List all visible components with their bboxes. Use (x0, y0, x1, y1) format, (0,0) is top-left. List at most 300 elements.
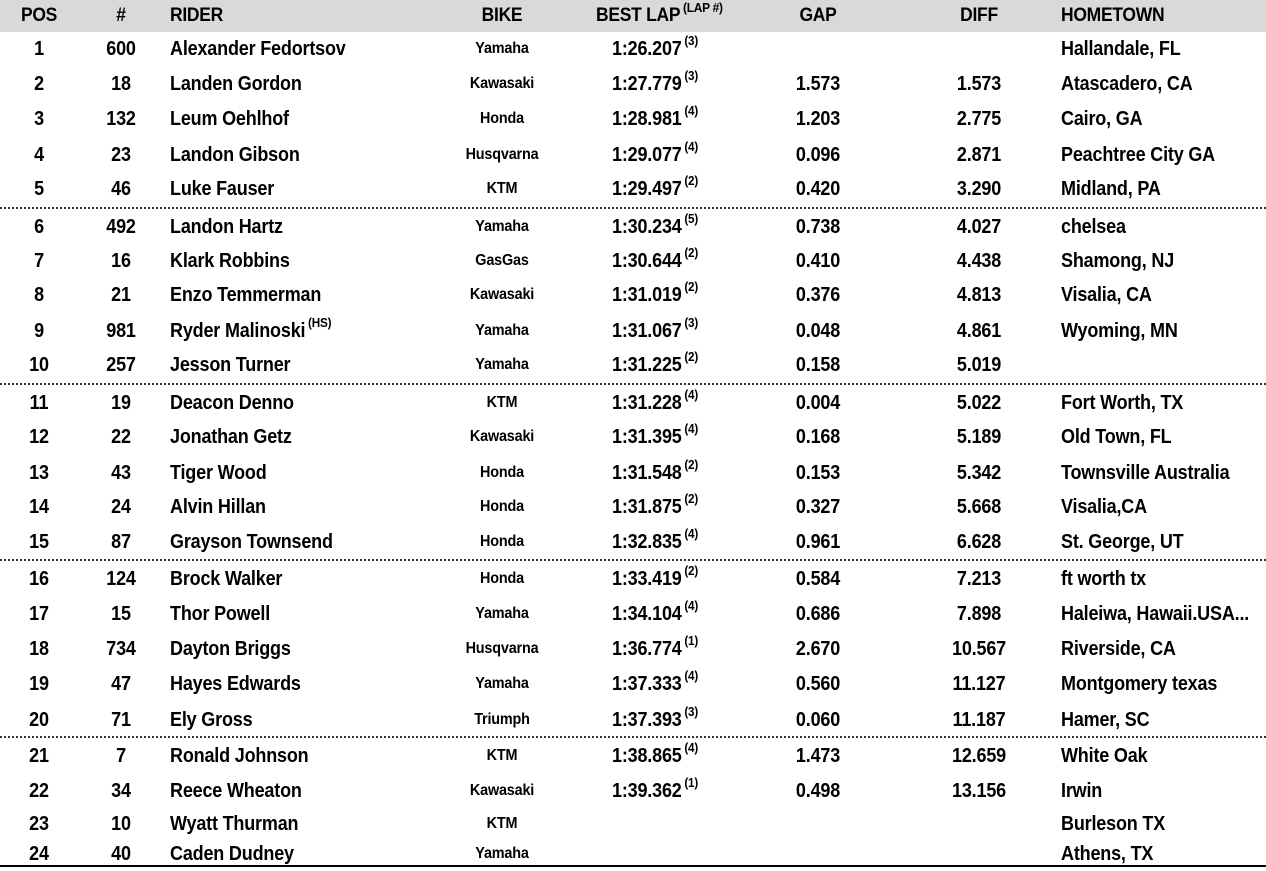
position-cell-text: 1 (34, 38, 44, 60)
best-lap-cell (612, 210, 698, 244)
gap-cell (775, 210, 861, 244)
diff-cell-text: 11.187 (952, 709, 1006, 731)
hometown-cell-text: Riverside, CA (1061, 638, 1176, 660)
bike-number-cell (84, 807, 158, 841)
bike-number-cell (84, 386, 158, 420)
hometown-cell (1061, 138, 1215, 172)
hometown-cell-text: White Oak (1061, 745, 1148, 767)
gap-cell (775, 67, 861, 101)
gap-cell (775, 807, 861, 841)
bike-number-cell-text: 492 (106, 216, 136, 238)
table-row (0, 278, 1266, 312)
hometown-cell (1061, 386, 1183, 420)
bike-make-cell (446, 386, 558, 420)
group-separator (0, 207, 1266, 209)
diff-cell (930, 244, 1029, 278)
bike-number-cell-text: 34 (111, 780, 131, 802)
diff-cell (930, 456, 1029, 490)
position-cell (4, 807, 74, 841)
rider-name-cell-text: Alvin Hillan (170, 496, 266, 518)
header-best-lap-label: BEST LAP (596, 5, 681, 26)
bike-number-cell-text: 71 (111, 709, 131, 731)
header-diff: DIFF (960, 5, 998, 26)
hometown-cell-text: Cairo, GA (1061, 108, 1143, 130)
bike-number-cell (84, 138, 158, 172)
table-row (0, 667, 1266, 701)
table-row (0, 703, 1266, 737)
rider-name-cell-text: Thor Powell (170, 603, 271, 625)
position-cell (4, 562, 74, 596)
rider-name-cell-text: Ely Gross (170, 709, 253, 731)
lap-number: (4) (684, 421, 699, 437)
rider-name-cell (170, 739, 308, 773)
bike-make-cell-text: KTM (486, 394, 518, 411)
diff-cell (930, 32, 1029, 66)
rider-name-cell-text: Jesson Turner (170, 354, 291, 376)
bike-make-cell (446, 32, 558, 66)
hometown-cell (1061, 562, 1146, 596)
bike-make-cell (446, 210, 558, 244)
hometown-cell-text: Fort Worth, TX (1061, 392, 1184, 414)
position-cell (4, 420, 74, 454)
table-row (0, 562, 1266, 596)
best-lap-cell-text: 1:39.362 (612, 780, 682, 802)
bike-number-cell (84, 172, 158, 206)
bike-make-cell (446, 102, 558, 136)
bike-make-cell-text: GasGas (475, 252, 529, 269)
hometown-cell (1061, 210, 1126, 244)
table-row (0, 386, 1266, 420)
rider-name-cell (170, 562, 282, 596)
diff-cell-text: 5.668 (956, 496, 1002, 518)
gap-cell (775, 102, 861, 136)
best-lap-cell-text: 1:31.225 (612, 354, 682, 376)
rider-name-cell (170, 348, 290, 382)
diff-cell (930, 420, 1029, 454)
bike-number-cell (84, 632, 158, 666)
best-lap-cell (612, 490, 698, 524)
hometown-cell (1061, 667, 1217, 701)
hometown-cell-text: Old Town, FL (1061, 426, 1172, 448)
gap-cell-text: 0.048 (795, 320, 841, 342)
position-cell-text: 16 (29, 568, 49, 590)
header-hometown: HOMETOWN (1061, 5, 1165, 26)
position-cell (4, 490, 74, 524)
lap-number: (2) (684, 173, 699, 189)
hometown-cell-text: Athens, TX (1061, 843, 1154, 865)
diff-cell (930, 210, 1029, 244)
bike-make-cell-text: KTM (486, 815, 518, 832)
hometown-cell-text: Hamer, SC (1061, 709, 1150, 731)
bike-make-cell-text: Yamaha (475, 218, 529, 235)
gap-cell (775, 420, 861, 454)
best-lap-cell-text: 1:27.779 (612, 73, 682, 95)
diff-cell-text: 6.628 (956, 531, 1002, 553)
rider-name-cell-text: Enzo Temmerman (170, 284, 322, 306)
diff-cell-text: 2.775 (956, 108, 1002, 130)
diff-cell-text: 4.813 (956, 284, 1002, 306)
rider-name-cell-text: Alexander Fedortsov (170, 38, 346, 60)
bike-number-cell (84, 278, 158, 312)
gap-cell-text: 0.410 (795, 250, 841, 272)
position-cell (4, 386, 74, 420)
best-lap-cell (612, 348, 698, 382)
table-bottom-border (0, 865, 1266, 867)
bike-make-cell-text: Yamaha (475, 845, 529, 862)
bike-make-cell (446, 525, 558, 559)
header-pos: POS (20, 5, 58, 26)
position-cell (4, 67, 74, 101)
best-lap-cell (612, 667, 698, 701)
bike-make-cell-text: Husqvarna (465, 146, 539, 163)
gap-cell (775, 525, 861, 559)
gap-cell-text: 0.686 (795, 603, 841, 625)
hometown-cell (1061, 774, 1102, 808)
table-header (0, 0, 1266, 32)
position-cell (4, 172, 74, 206)
gap-cell-text: 0.168 (795, 426, 841, 448)
hometown-cell-text: Wyoming, MN (1061, 320, 1178, 342)
gap-cell-text: 0.738 (795, 216, 841, 238)
best-lap-cell (612, 102, 698, 136)
position-cell-text: 3 (34, 108, 44, 130)
position-cell (4, 210, 74, 244)
best-lap-cell-text: 1:29.077 (612, 144, 682, 166)
rider-name-cell-text: Wyatt Thurman (170, 813, 299, 835)
gap-cell (775, 32, 861, 66)
bike-number-cell (84, 102, 158, 136)
rider-name-cell-text: Landon Gibson (170, 144, 300, 166)
position-cell-text: 20 (29, 709, 49, 731)
position-cell-text: 11 (29, 392, 49, 414)
diff-cell (930, 314, 1029, 348)
table-row (0, 456, 1266, 490)
best-lap-cell-text: 1:30.644 (612, 250, 682, 272)
header-rider: RIDER (170, 5, 224, 26)
gap-cell (775, 278, 861, 312)
table-row (0, 490, 1266, 524)
table-row (0, 739, 1266, 773)
table-row (0, 774, 1266, 808)
gap-cell (775, 597, 861, 631)
bike-number-cell (84, 32, 158, 66)
table-row (0, 807, 1266, 841)
rider-name-cell (170, 456, 267, 490)
position-cell-text: 6 (34, 216, 44, 238)
diff-cell-text: 5.342 (956, 462, 1002, 484)
rider-name-cell (170, 210, 283, 244)
position-cell (4, 102, 74, 136)
bike-number-cell (84, 244, 158, 278)
position-cell-text: 4 (34, 144, 44, 166)
bike-number-cell-text: 10 (111, 813, 131, 835)
gap-cell (775, 562, 861, 596)
rider-name-cell-text: Caden Dudney (170, 843, 294, 865)
best-lap-cell (612, 314, 698, 348)
position-cell (4, 774, 74, 808)
header-lap-number-label: (LAP #) (682, 0, 723, 15)
lap-number: (5) (684, 211, 699, 227)
gap-cell-text: 0.584 (795, 568, 841, 590)
diff-cell-text: 11.127 (952, 673, 1006, 695)
position-cell-text: 22 (29, 780, 49, 802)
lap-number: (4) (684, 598, 699, 614)
gap-cell-text: 0.158 (795, 354, 841, 376)
rider-name-cell-text: Hayes Edwards (170, 673, 301, 695)
bike-make-cell-text: KTM (486, 180, 518, 197)
best-lap-cell-text: 1:26.207 (612, 38, 682, 60)
bike-make-cell-text: KTM (486, 747, 518, 764)
gap-cell-text: 0.153 (795, 462, 841, 484)
bike-number-cell-text: 16 (111, 250, 131, 272)
best-lap-cell (612, 632, 698, 666)
header-best-lap (596, 0, 723, 28)
gap-cell (775, 386, 861, 420)
position-cell (4, 456, 74, 490)
best-lap-cell-text: 1:31.395 (612, 426, 682, 448)
gap-cell (775, 456, 861, 490)
rider-name-cell-text: Jonathan Getz (170, 426, 292, 448)
rider-name-cell (170, 703, 252, 737)
rider-name-cell-text: Deacon Denno (170, 392, 294, 414)
bike-number-cell-text: 7 (116, 745, 126, 767)
position-cell-text: 15 (29, 531, 49, 553)
position-cell (4, 348, 74, 382)
diff-cell-text: 12.659 (952, 745, 1006, 767)
best-lap-cell (612, 386, 698, 420)
lap-number: (3) (684, 68, 699, 84)
hometown-cell (1061, 807, 1165, 841)
rider-name-cell (170, 386, 294, 420)
bike-make-cell-text: Yamaha (475, 605, 529, 622)
lap-number: (2) (684, 279, 699, 295)
table-row (0, 525, 1266, 559)
position-cell (4, 667, 74, 701)
best-lap-cell-text: 1:37.393 (612, 709, 682, 731)
bike-number-cell (84, 348, 158, 382)
diff-cell-text: 4.861 (956, 320, 1002, 342)
position-cell (4, 525, 74, 559)
bike-number-cell (84, 490, 158, 524)
position-cell-text: 12 (29, 426, 49, 448)
bike-number-cell (84, 456, 158, 490)
diff-cell (930, 490, 1029, 524)
table-row (0, 210, 1266, 244)
rider-name-cell-text: Landon Hartz (170, 216, 283, 238)
rider-name-cell (170, 632, 291, 666)
diff-cell-text: 7.898 (956, 603, 1002, 625)
gap-cell (775, 667, 861, 701)
gap-cell-text: 0.961 (795, 531, 841, 553)
diff-cell (930, 386, 1029, 420)
table-row (0, 597, 1266, 631)
table-row (0, 102, 1266, 136)
gap-cell-text: 1.203 (795, 108, 841, 130)
hometown-cell-text: Hallandale, FL (1061, 38, 1181, 60)
diff-cell (930, 172, 1029, 206)
bike-make-cell (446, 632, 558, 666)
bike-make-cell (446, 138, 558, 172)
lap-number: (2) (684, 349, 699, 365)
bike-number-cell (84, 667, 158, 701)
bike-number-cell-text: 18 (111, 73, 131, 95)
diff-cell (930, 278, 1029, 312)
bike-number-cell (84, 739, 158, 773)
bike-make-cell-text: Yamaha (475, 675, 529, 692)
bike-make-cell-text: Honda (480, 498, 524, 515)
position-cell-text: 13 (29, 462, 49, 484)
best-lap-cell-text: 1:34.104 (612, 603, 682, 625)
best-lap-cell (612, 138, 698, 172)
lap-number: (4) (684, 740, 699, 756)
best-lap-cell (612, 278, 698, 312)
best-lap-cell-text: 1:31.875 (612, 496, 682, 518)
bike-number-cell (84, 774, 158, 808)
gap-cell (775, 244, 861, 278)
table-row (0, 32, 1266, 66)
bike-make-cell (446, 562, 558, 596)
bike-make-cell (446, 490, 558, 524)
best-lap-cell (612, 67, 698, 101)
diff-cell-text: 5.022 (956, 392, 1002, 414)
diff-cell (930, 67, 1029, 101)
hometown-cell-text: ft worth tx (1061, 568, 1147, 590)
gap-cell-text: 0.420 (795, 178, 841, 200)
bike-number-cell-text: 132 (106, 108, 136, 130)
bike-make-cell-text: Honda (480, 570, 524, 587)
bike-number-cell-text: 23 (111, 144, 131, 166)
gap-cell-text: 0.060 (795, 709, 841, 731)
bike-number-cell-text: 734 (106, 638, 136, 660)
table-row (0, 632, 1266, 666)
hometown-cell (1061, 632, 1176, 666)
hometown-cell (1061, 32, 1181, 66)
best-lap-cell-text: 1:33.419 (612, 568, 682, 590)
position-cell-text: 7 (34, 250, 44, 272)
position-cell-text: 17 (29, 603, 49, 625)
bike-number-cell-text: 46 (111, 178, 131, 200)
gap-cell (775, 703, 861, 737)
bike-make-cell (446, 703, 558, 737)
rider-note: (HS) (308, 315, 332, 331)
diff-cell-text: 1.573 (956, 73, 1002, 95)
position-cell-text: 8 (34, 284, 44, 306)
best-lap-cell (612, 597, 698, 631)
hometown-cell-text: Haleiwa, Hawaii.USA... (1061, 603, 1250, 625)
bike-make-cell (446, 739, 558, 773)
rider-name-cell-text: Tiger Wood (170, 462, 267, 484)
table-row (0, 314, 1266, 348)
lap-number: (3) (684, 704, 699, 720)
position-cell-text: 9 (34, 320, 44, 342)
rider-name-cell (170, 597, 270, 631)
gap-cell (775, 172, 861, 206)
table-row (0, 348, 1266, 382)
hometown-cell (1061, 102, 1142, 136)
bike-make-cell (446, 348, 558, 382)
rider-name-cell (170, 244, 290, 278)
header-number: # (116, 5, 126, 26)
bike-number-cell (84, 597, 158, 631)
bike-make-cell-text: Honda (480, 464, 524, 481)
hometown-cell-text: Visalia,CA (1061, 496, 1147, 518)
best-lap-cell (612, 244, 698, 278)
bike-make-cell (446, 172, 558, 206)
bike-make-cell-text: Yamaha (475, 356, 529, 373)
bike-number-cell-text: 981 (106, 320, 136, 342)
bike-number-cell-text: 43 (111, 462, 131, 484)
bike-make-cell-text: Honda (480, 110, 524, 127)
bike-number-cell-text: 40 (111, 843, 131, 865)
position-cell-text: 10 (29, 354, 49, 376)
bike-number-cell (84, 67, 158, 101)
bike-number-cell (84, 525, 158, 559)
lap-number: (4) (684, 103, 699, 119)
diff-cell-text: 10.567 (952, 638, 1006, 660)
bike-number-cell (84, 562, 158, 596)
best-lap-cell-text: 1:37.333 (612, 673, 682, 695)
bike-number-cell-text: 21 (111, 284, 131, 306)
rider-name-cell-text: Ryder Malinoski (170, 320, 306, 342)
rider-name-cell (170, 314, 331, 348)
bike-number-cell-text: 22 (111, 426, 131, 448)
position-cell (4, 597, 74, 631)
gap-cell (775, 348, 861, 382)
bike-number-cell-text: 600 (106, 38, 136, 60)
hometown-cell (1061, 456, 1229, 490)
bike-number-cell-text: 19 (111, 392, 131, 414)
diff-cell-text: 3.290 (956, 178, 1002, 200)
best-lap-cell-text: 1:31.019 (612, 284, 682, 306)
best-lap-cell (612, 525, 698, 559)
rider-name-cell-text: Ronald Johnson (170, 745, 309, 767)
diff-cell (930, 667, 1029, 701)
bike-number-cell-text: 124 (106, 568, 136, 590)
rider-name-cell (170, 420, 292, 454)
lap-number: (4) (684, 526, 699, 542)
best-lap-cell (612, 172, 698, 206)
diff-cell (930, 348, 1029, 382)
best-lap-cell (612, 32, 698, 66)
best-lap-cell-text: 1:29.497 (612, 178, 682, 200)
diff-cell (930, 562, 1029, 596)
bike-make-cell (446, 314, 558, 348)
gap-cell-text: 0.376 (795, 284, 841, 306)
gap-cell-text: 1.573 (795, 73, 841, 95)
bike-make-cell (446, 278, 558, 312)
position-cell-text: 19 (29, 673, 49, 695)
bike-number-cell-text: 47 (111, 673, 131, 695)
hometown-cell (1061, 490, 1147, 524)
gap-cell (775, 138, 861, 172)
lap-number: (4) (684, 387, 699, 403)
gap-cell-text: 1.473 (795, 745, 841, 767)
rider-name-cell-text: Grayson Townsend (170, 531, 333, 553)
diff-cell (930, 632, 1029, 666)
lap-number: (4) (684, 139, 699, 155)
rider-name-cell-text: Luke Fauser (170, 178, 275, 200)
lap-number: (3) (684, 315, 699, 331)
hometown-cell-text: Burleson TX (1061, 813, 1166, 835)
gap-cell (775, 632, 861, 666)
table-row (0, 244, 1266, 278)
bike-make-cell-text: Kawasaki (469, 75, 535, 92)
best-lap-cell (612, 774, 698, 808)
best-lap-cell (612, 739, 698, 773)
gap-cell-text: 2.670 (795, 638, 841, 660)
gap-cell (775, 774, 861, 808)
table-row (0, 420, 1266, 454)
